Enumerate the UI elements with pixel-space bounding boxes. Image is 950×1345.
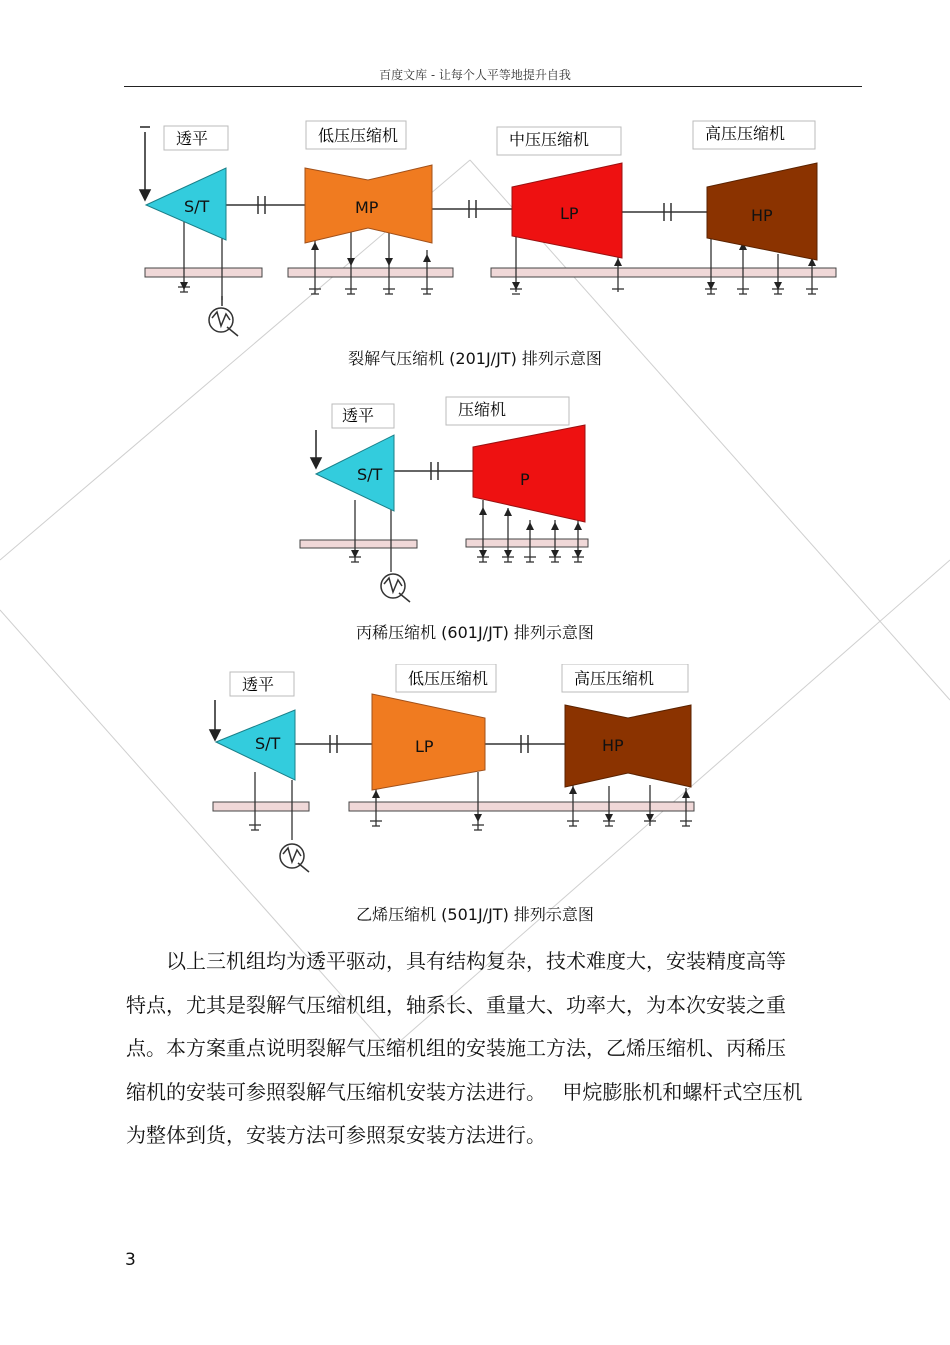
hp-compressor-label: HP [751,206,773,225]
st-turbine-label: S/T [255,734,281,753]
diagram-601j [0,392,950,612]
label-mp: 低压压缩机 [318,126,399,145]
caption-601j: 丙稀压缩机 (601J/JT) 排列示意图 [356,623,594,642]
diagram-501j [0,664,950,884]
lp-compressor-label: LP [415,737,434,756]
body-line: 以上三机组均为透平驱动，具有结构复杂，技术难度大，安装精度高等 [126,949,786,973]
body-paragraph [126,940,846,1158]
label-compressor: 压缩机 [458,400,507,419]
header-divider [124,86,862,87]
p-compressor-label: P [520,470,530,489]
lp-compressor-label: LP [560,204,579,223]
body-line: 为整体到货，安装方法可参照泵安装方法进行。 [126,1123,546,1147]
page-header: 百度文库 - 让每个人平等地提升自我 [379,68,571,82]
body-line: 特点，尤其是裂解气压缩机组，轴系长、重量大、功率大，为本次安装之重 [126,992,786,1017]
body-line: 缩机的安装可参照裂解气压缩机安装方法进行。 甲烷膨胀机和螺杆式空压机 [126,1079,803,1104]
body-line: 点。本方案重点说明裂解气压缩机组的安装施工方法，乙烯压缩机、丙稀压 [126,1036,786,1060]
caption-201j: 裂解气压缩机 (201J/JT) 排列示意图 [348,349,602,368]
page-number: 3 [125,1250,136,1270]
diagram-201j [0,110,950,350]
label-hp: 高压压缩机 [574,669,655,688]
label-turbine: 透平 [176,129,209,148]
st-turbine-label: S/T [184,197,210,216]
caption-501j: 乙烯压缩机 (501J/JT) 排列示意图 [356,905,594,924]
label-lp: 低压压缩机 [408,669,489,688]
mp-compressor-label: MP [355,198,379,217]
label-hp: 高压压缩机 [705,124,786,143]
label-lp: 中压压缩机 [509,130,590,149]
label-turbine: 透平 [242,675,275,694]
st-turbine-label: S/T [357,465,383,484]
hp-compressor-label: HP [602,736,624,755]
hp-compressor-shape [565,705,691,787]
label-turbine: 透平 [342,406,375,425]
